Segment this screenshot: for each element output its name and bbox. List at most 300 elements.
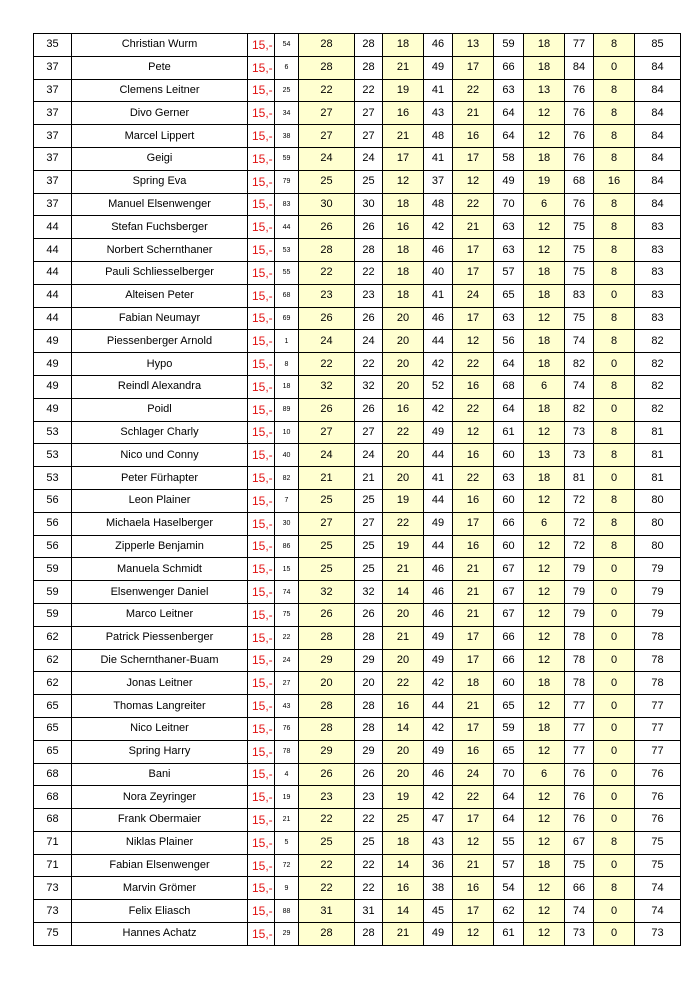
score-3-cell: 22 [453,353,494,376]
score-4-cell: 12 [524,626,565,649]
score-1-total-cell: 26 [355,763,383,786]
score-3-total-cell: 63 [494,467,524,490]
start-number-cell: 18 [275,375,299,398]
score-1-total-cell: 26 [355,603,383,626]
fee-cell: 15,- [248,558,275,581]
player-name-cell: Thomas Langreiter [72,695,248,718]
start-number-cell: 44 [275,216,299,239]
fee-cell: 15,- [248,102,275,125]
final-total-cell: 77 [635,740,681,763]
fee-cell: 15,- [248,421,275,444]
table-row [34,854,681,877]
results-table [33,33,681,946]
score-2-cell: 14 [383,717,424,740]
score-4-total-cell: 68 [565,170,594,193]
start-number-cell: 15 [275,558,299,581]
score-4-cell: 12 [524,581,565,604]
results-body [34,34,681,946]
score-1-cell: 25 [299,558,355,581]
score-4-cell: 19 [524,170,565,193]
score-2-cell: 25 [383,809,424,832]
score-1-cell: 23 [299,284,355,307]
score-3-cell: 16 [453,877,494,900]
player-name-cell: Pete [72,56,248,79]
player-name-cell: Poidl [72,398,248,421]
score-4-cell: 12 [524,102,565,125]
fee-cell: 15,- [248,398,275,421]
final-total-cell: 82 [635,330,681,353]
score-3-cell: 17 [453,261,494,284]
final-total-cell: 83 [635,261,681,284]
final-total-cell: 78 [635,626,681,649]
score-4-cell: 12 [524,421,565,444]
score-4-cell: 12 [524,831,565,854]
start-number-cell: 9 [275,877,299,900]
table-row [34,284,681,307]
score-2-cell: 20 [383,763,424,786]
score-1-cell: 22 [299,877,355,900]
score-3-cell: 16 [453,740,494,763]
score-1-cell: 23 [299,786,355,809]
score-3-cell: 17 [453,56,494,79]
bonus-cell: 0 [594,763,635,786]
fee-cell: 15,- [248,79,275,102]
bonus-cell: 0 [594,717,635,740]
score-2-cell: 16 [383,216,424,239]
score-4-total-cell: 81 [565,467,594,490]
score-1-total-cell: 26 [355,398,383,421]
score-2-cell: 20 [383,740,424,763]
final-total-cell: 81 [635,421,681,444]
start-number-cell: 19 [275,786,299,809]
score-1-cell: 24 [299,147,355,170]
score-4-total-cell: 72 [565,512,594,535]
score-4-cell: 12 [524,125,565,148]
score-2-cell: 20 [383,375,424,398]
score-3-cell: 21 [453,102,494,125]
score-2-total-cell: 46 [424,763,453,786]
table-row [34,421,681,444]
score-3-cell: 22 [453,467,494,490]
score-3-total-cell: 70 [494,763,524,786]
score-1-cell: 28 [299,239,355,262]
score-1-total-cell: 32 [355,581,383,604]
player-name-cell: Frank Obermaier [72,809,248,832]
score-1-cell: 20 [299,672,355,695]
score-1-cell: 22 [299,261,355,284]
fee-cell: 15,- [248,900,275,923]
score-1-cell: 28 [299,923,355,946]
score-3-total-cell: 67 [494,603,524,626]
score-2-total-cell: 49 [424,649,453,672]
score-1-total-cell: 28 [355,923,383,946]
fee-cell: 15,- [248,467,275,490]
rank-cell: 53 [34,444,72,467]
score-1-total-cell: 22 [355,854,383,877]
score-4-cell: 18 [524,261,565,284]
score-1-total-cell: 24 [355,330,383,353]
score-2-cell: 16 [383,695,424,718]
player-name-cell: Nora Zeyringer [72,786,248,809]
fee-cell: 15,- [248,672,275,695]
rank-cell: 73 [34,900,72,923]
score-2-total-cell: 40 [424,261,453,284]
score-2-total-cell: 46 [424,603,453,626]
rank-cell: 56 [34,489,72,512]
score-4-cell: 12 [524,535,565,558]
player-name-cell: Piessenberger Arnold [72,330,248,353]
table-row [34,375,681,398]
player-name-cell: Jonas Leitner [72,672,248,695]
score-1-cell: 22 [299,353,355,376]
score-3-total-cell: 56 [494,330,524,353]
bonus-cell: 0 [594,398,635,421]
score-4-total-cell: 82 [565,398,594,421]
fee-cell: 15,- [248,877,275,900]
score-4-cell: 12 [524,603,565,626]
score-1-total-cell: 28 [355,717,383,740]
score-2-total-cell: 41 [424,147,453,170]
score-3-total-cell: 67 [494,558,524,581]
fee-cell: 15,- [248,740,275,763]
score-1-cell: 25 [299,489,355,512]
score-1-cell: 28 [299,626,355,649]
score-4-total-cell: 77 [565,695,594,718]
rank-cell: 49 [34,353,72,376]
score-3-total-cell: 63 [494,307,524,330]
player-name-cell: Nico Leitner [72,717,248,740]
final-total-cell: 76 [635,763,681,786]
rank-cell: 56 [34,512,72,535]
score-4-cell: 13 [524,444,565,467]
player-name-cell: Fabian Neumayr [72,307,248,330]
rank-cell: 49 [34,375,72,398]
score-2-total-cell: 42 [424,398,453,421]
rank-cell: 53 [34,467,72,490]
start-number-cell: 72 [275,854,299,877]
score-3-total-cell: 65 [494,695,524,718]
start-number-cell: 78 [275,740,299,763]
score-3-cell: 16 [453,125,494,148]
bonus-cell: 8 [594,193,635,216]
score-3-cell: 17 [453,307,494,330]
score-3-total-cell: 68 [494,375,524,398]
final-total-cell: 82 [635,375,681,398]
score-2-total-cell: 43 [424,831,453,854]
fee-cell: 15,- [248,831,275,854]
bonus-cell: 8 [594,147,635,170]
player-name-cell: Norbert Schernthaner [72,239,248,262]
score-3-total-cell: 63 [494,79,524,102]
rank-cell: 37 [34,193,72,216]
bonus-cell: 0 [594,558,635,581]
score-1-cell: 22 [299,854,355,877]
rank-cell: 65 [34,695,72,718]
score-2-cell: 18 [383,831,424,854]
score-2-cell: 18 [383,34,424,57]
start-number-cell: 1 [275,330,299,353]
bonus-cell: 8 [594,125,635,148]
score-2-cell: 16 [383,398,424,421]
score-1-total-cell: 27 [355,125,383,148]
score-2-total-cell: 44 [424,489,453,512]
final-total-cell: 77 [635,717,681,740]
score-3-total-cell: 59 [494,34,524,57]
score-4-cell: 12 [524,695,565,718]
start-number-cell: 30 [275,512,299,535]
score-1-cell: 25 [299,170,355,193]
score-4-cell: 12 [524,877,565,900]
score-4-total-cell: 78 [565,626,594,649]
final-total-cell: 84 [635,147,681,170]
score-2-total-cell: 52 [424,375,453,398]
final-total-cell: 84 [635,193,681,216]
score-4-cell: 18 [524,717,565,740]
score-2-cell: 19 [383,786,424,809]
table-row [34,558,681,581]
player-name-cell: Spring Harry [72,740,248,763]
fee-cell: 15,- [248,489,275,512]
score-2-total-cell: 46 [424,558,453,581]
final-total-cell: 84 [635,102,681,125]
player-name-cell: Stefan Fuchsberger [72,216,248,239]
final-total-cell: 77 [635,695,681,718]
final-total-cell: 81 [635,467,681,490]
score-4-total-cell: 77 [565,34,594,57]
rank-cell: 37 [34,170,72,193]
player-name-cell: Divo Gerner [72,102,248,125]
rank-cell: 73 [34,877,72,900]
table-row [34,672,681,695]
player-name-cell: Marcel Lippert [72,125,248,148]
rank-cell: 37 [34,102,72,125]
score-2-total-cell: 44 [424,330,453,353]
score-1-total-cell: 24 [355,147,383,170]
start-number-cell: 68 [275,284,299,307]
start-number-cell: 25 [275,79,299,102]
score-4-cell: 18 [524,330,565,353]
rank-cell: 68 [34,763,72,786]
score-4-cell: 18 [524,284,565,307]
fee-cell: 15,- [248,763,275,786]
score-1-total-cell: 24 [355,444,383,467]
score-4-cell: 18 [524,147,565,170]
score-2-cell: 20 [383,444,424,467]
score-4-cell: 18 [524,34,565,57]
score-4-total-cell: 79 [565,558,594,581]
score-2-cell: 20 [383,353,424,376]
bonus-cell: 8 [594,489,635,512]
table-row [34,923,681,946]
score-2-cell: 14 [383,854,424,877]
score-2-total-cell: 44 [424,535,453,558]
bonus-cell: 8 [594,79,635,102]
player-name-cell: Elsenwenger Daniel [72,581,248,604]
score-1-total-cell: 32 [355,375,383,398]
score-1-total-cell: 31 [355,900,383,923]
fee-cell: 15,- [248,307,275,330]
score-2-cell: 18 [383,239,424,262]
table-row [34,740,681,763]
score-3-cell: 17 [453,147,494,170]
score-2-cell: 18 [383,193,424,216]
table-row [34,809,681,832]
fee-cell: 15,- [248,444,275,467]
score-2-total-cell: 38 [424,877,453,900]
score-3-total-cell: 63 [494,216,524,239]
table-row [34,603,681,626]
score-1-cell: 22 [299,809,355,832]
score-2-total-cell: 48 [424,125,453,148]
rank-cell: 37 [34,56,72,79]
table-row [34,170,681,193]
score-1-total-cell: 27 [355,421,383,444]
score-1-total-cell: 28 [355,56,383,79]
score-4-total-cell: 72 [565,489,594,512]
score-1-total-cell: 25 [355,831,383,854]
score-4-total-cell: 76 [565,79,594,102]
score-4-cell: 12 [524,307,565,330]
table-row [34,261,681,284]
table-row [34,717,681,740]
score-1-cell: 21 [299,467,355,490]
score-4-total-cell: 67 [565,831,594,854]
score-2-total-cell: 49 [424,923,453,946]
bonus-cell: 8 [594,375,635,398]
start-number-cell: 29 [275,923,299,946]
table-row [34,512,681,535]
start-number-cell: 10 [275,421,299,444]
start-number-cell: 7 [275,489,299,512]
final-total-cell: 76 [635,786,681,809]
score-1-total-cell: 26 [355,216,383,239]
final-total-cell: 80 [635,535,681,558]
player-name-cell: Die Schernthaner-Buam [72,649,248,672]
start-number-cell: 82 [275,467,299,490]
table-row [34,695,681,718]
score-4-total-cell: 76 [565,147,594,170]
rank-cell: 37 [34,125,72,148]
score-4-total-cell: 84 [565,56,594,79]
score-4-total-cell: 76 [565,763,594,786]
fee-cell: 15,- [248,535,275,558]
rank-cell: 65 [34,740,72,763]
player-name-cell: Christian Wurm [72,34,248,57]
rank-cell: 44 [34,284,72,307]
score-4-total-cell: 77 [565,717,594,740]
score-2-cell: 16 [383,102,424,125]
score-1-total-cell: 25 [355,535,383,558]
bonus-cell: 0 [594,695,635,718]
rank-cell: 49 [34,398,72,421]
fee-cell: 15,- [248,626,275,649]
score-2-cell: 20 [383,330,424,353]
score-1-cell: 28 [299,695,355,718]
score-3-cell: 16 [453,489,494,512]
player-name-cell: Marvin Grömer [72,877,248,900]
score-3-total-cell: 59 [494,717,524,740]
score-3-cell: 21 [453,695,494,718]
player-name-cell: Peter Fürhapter [72,467,248,490]
score-4-cell: 12 [524,489,565,512]
score-1-total-cell: 22 [355,809,383,832]
table-row [34,900,681,923]
final-total-cell: 84 [635,79,681,102]
score-1-total-cell: 28 [355,239,383,262]
score-2-total-cell: 49 [424,56,453,79]
rank-cell: 49 [34,330,72,353]
rank-cell: 65 [34,717,72,740]
score-2-total-cell: 44 [424,695,453,718]
rank-cell: 44 [34,216,72,239]
final-total-cell: 84 [635,56,681,79]
score-4-cell: 12 [524,558,565,581]
final-total-cell: 79 [635,603,681,626]
fee-cell: 15,- [248,239,275,262]
table-row [34,125,681,148]
final-total-cell: 83 [635,239,681,262]
final-total-cell: 84 [635,125,681,148]
player-name-cell: Hannes Achatz [72,923,248,946]
score-1-cell: 26 [299,763,355,786]
player-name-cell: Marco Leitner [72,603,248,626]
score-1-total-cell: 28 [355,34,383,57]
score-4-cell: 12 [524,216,565,239]
score-2-cell: 20 [383,649,424,672]
start-number-cell: 24 [275,649,299,672]
score-3-cell: 13 [453,34,494,57]
bonus-cell: 8 [594,831,635,854]
score-3-total-cell: 57 [494,854,524,877]
fee-cell: 15,- [248,854,275,877]
score-3-cell: 17 [453,239,494,262]
score-3-cell: 17 [453,717,494,740]
score-2-total-cell: 43 [424,102,453,125]
table-row [34,330,681,353]
bonus-cell: 0 [594,740,635,763]
score-3-total-cell: 55 [494,831,524,854]
score-4-total-cell: 77 [565,740,594,763]
start-number-cell: 53 [275,239,299,262]
player-name-cell: Alteisen Peter [72,284,248,307]
fee-cell: 15,- [248,581,275,604]
score-4-total-cell: 76 [565,786,594,809]
bonus-cell: 8 [594,239,635,262]
rank-cell: 44 [34,261,72,284]
score-1-cell: 32 [299,375,355,398]
player-name-cell: Geigi [72,147,248,170]
score-1-cell: 22 [299,79,355,102]
score-3-total-cell: 60 [494,535,524,558]
table-row [34,444,681,467]
fee-cell: 15,- [248,603,275,626]
rank-cell: 59 [34,603,72,626]
score-1-total-cell: 22 [355,79,383,102]
table-row [34,34,681,57]
score-2-total-cell: 46 [424,307,453,330]
score-3-total-cell: 60 [494,672,524,695]
score-3-cell: 12 [453,170,494,193]
score-2-cell: 21 [383,558,424,581]
start-number-cell: 6 [275,56,299,79]
score-1-cell: 24 [299,330,355,353]
score-2-total-cell: 48 [424,193,453,216]
score-1-cell: 27 [299,125,355,148]
fee-cell: 15,- [248,809,275,832]
final-total-cell: 78 [635,672,681,695]
rank-cell: 75 [34,923,72,946]
fee-cell: 15,- [248,284,275,307]
